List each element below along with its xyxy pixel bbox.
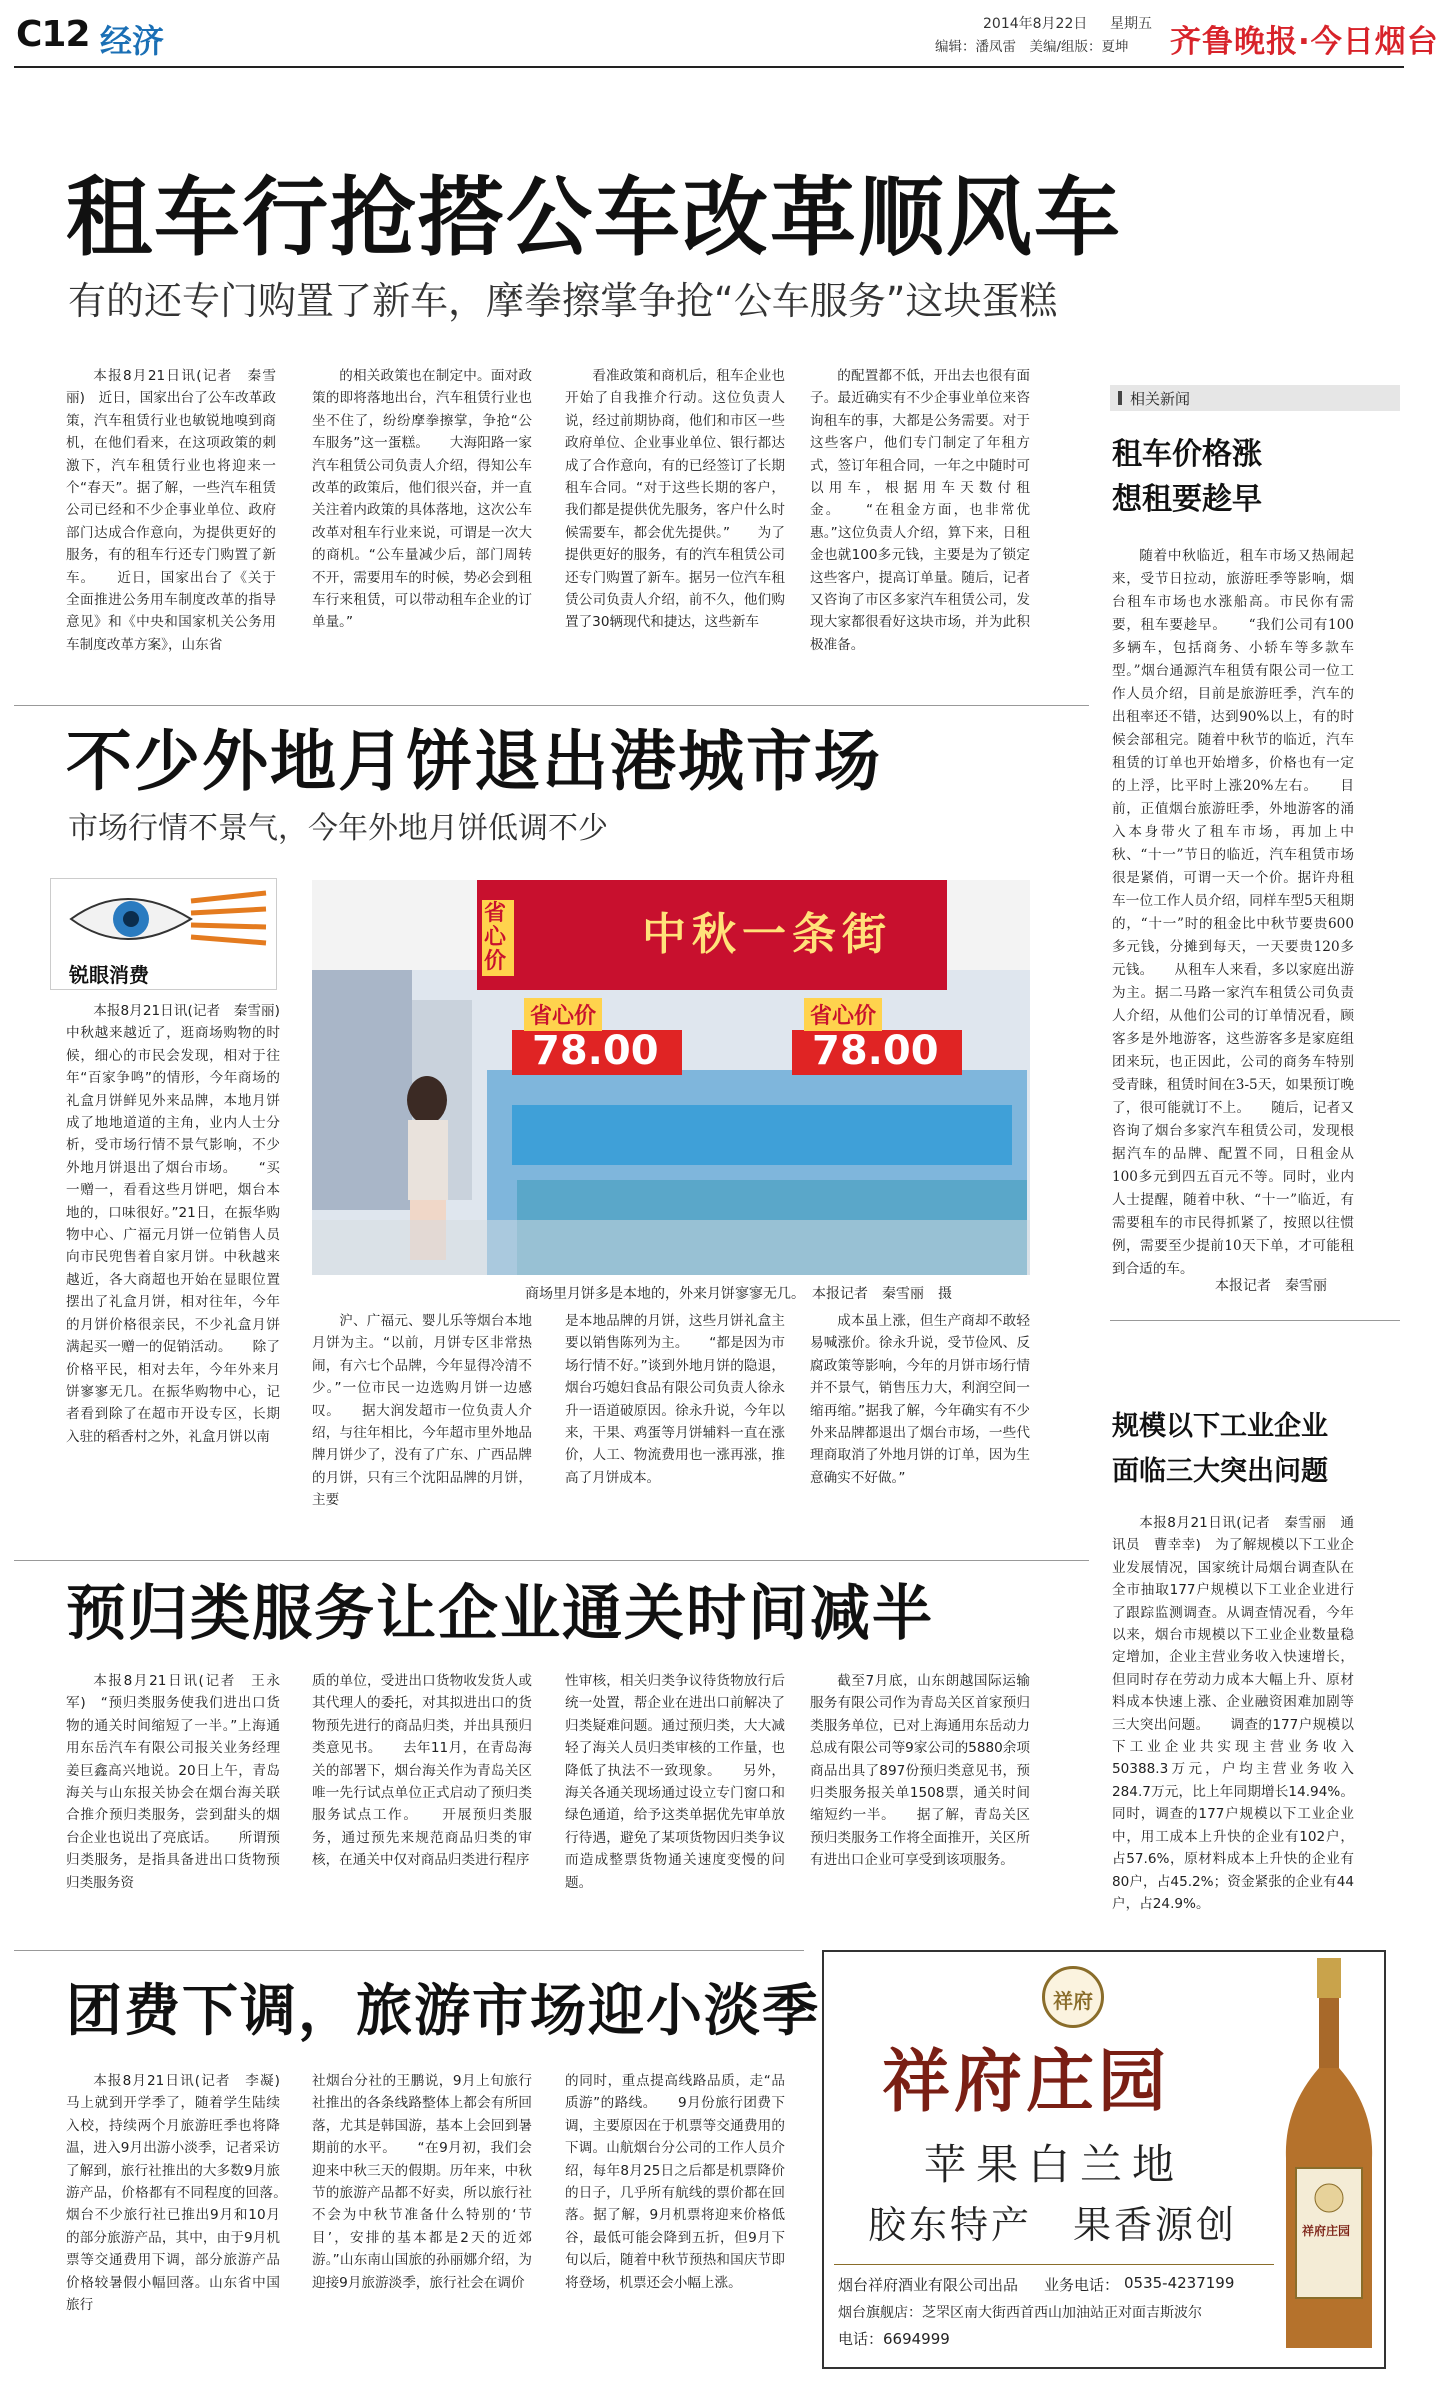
related-news-tag [1110,385,1400,411]
section-name: 经济 [100,22,165,60]
photo-price-left: 78.00 [532,1028,659,1074]
article2-column-2: 沪、广福元、婴儿乐等烟台本地月饼为主。“以前，月饼专区非常热闹，有六七个品牌，今年显得冷清不少。”一位市民一边选购月饼一边感叹。 据大润发超市一位负责人介绍，与往年相比，今年超市里外地品牌月饼少了，没有了广东、广西品牌的月饼，只有三个沈阳品牌的月饼，主要 [312,1313,532,1509]
column-tag-label: 锐眼消费 [69,963,149,987]
ad-phone: 0535-4237199 [1124,2274,1235,2292]
article2-headline: 不少外地月饼退出港城市场 [66,723,882,800]
header-rule [14,66,1404,68]
article1-column-2: 的相关政策也在制定中。面对政策的即将落地出台，汽车租赁行业也坐不住了，纷纷摩拳擦掌，争抢“公车服务”这一蛋糕。 大海阳路一家汽车租赁公司负责人介绍，得知公车改革的政策后，他们很兴奋，并一直关注着内政策的具体落地，这次公车改革对租车行业来说，可谓是一次大的商机。“公车量减少后，部门周转不开，需要用车的时候，势必会到租车行来租赁，可以带动租车企业的订单量。” [312,368,532,631]
article3-column-1: 本报8月21日讯(记者 王永军) “预归类服务使我们进出口货物的通关时间缩短了一半。”上海通用东岳汽车有限公司报关业务经理姜巨鑫高兴地说。20日上午，青岛海关与山东报关协会在烟台海关联合推介预归类服务，尝到甜头的烟台企业也说出了亮底话。 所谓预归类服务，是指具备进出口货物预归类服务资 [66,1673,280,1891]
article4-column-3: 的同时，重点提高线路品质，走“品质游”的路线。 9月份旅行团费下调，主要原因在于机票等交通费用的下调。山航烟台分公司的工作人员介绍，每年8月25日之后都是机票降价的日子，几乎所有航线的票价都在回落。据了解，9月机票将迎来价格低谷，最低可能会降到五折，但9月下旬以后，随着中秋节预热和国庆节即将登场，机票还会小幅上涨。 [565,2073,785,2291]
photo-price-label-right: 省心价 [804,998,882,1031]
article2-subheadline: 市场行情不景气，今年外地月饼低调不少 [68,811,608,846]
ad-company: 烟台祥府酒业有限公司出品 [838,2276,1019,2294]
article3-column-3: 性审核，相关归类争议待货物放行后统一处置，帮企业在进出口前解决了归类疑难问题。通过预归类，大大减轻了海关人员归类审核的工作量，也降低了执法不一致现象。 另外，海关各通关现场通过设立专门窗口和绿色通道，给予这类单据优先审单放行待遇，避免了某项货物因归类争议而造成整票货物通关速度变慢的问题。 [565,1673,785,1891]
photo-banner-text: 中秋一条街 [642,909,892,960]
sidebar1-body: 随着中秋临近，租车市场又热闹起来，受节日拉动，旅游旺季等影响，烟台租车市场也水涨船高。市民你有需要，租车要趁早。 “我们公司有100多辆车，包括商务、小轿车等多款车型。”烟台通源汽车租赁有限公司一位工作人员介绍，目前是旅游旺季，汽车的出租率还不错，达到90%以上，有的时候会部租完。随着中秋节的临近，汽车租赁的订单也开始增多，价格也有一定的上浮，比平时上涨20%左右。 目前，正值烟台旅游旺季，外地游客的涌入本身带火了租车市场，再加上中秋、“十一”节日的临近，汽车租赁市场很是紧俏，可谓一天一个价。据许舟租车一位工作人员介绍，同样车型5天租期的，“十一”时的租金比中秋节要贵600多元钱，分摊到每天，一天要贵120多元钱。 从租车人来看，多以家庭出游为主。据二马路一家汽车租赁公司负责人介绍，从他们公司的订单情况看，顾客多是外地游客，这些游客多是家庭组团来玩，也正因此，公司的商务车特别受青睐，租赁时间在3-5天，如果预订晚了，很可能就订不上。 随后，记者又咨询了烟台多家汽车租赁公司，发现根据汽车的品牌、配置不同，日租金从100多元到四五百元不等。同时，业内人士提醒，随着中秋、“十一”临近，有需要租车的市民得抓紧了，按照以往惯例，需要至少提前10天下单，才可能租到合适的车。 [1112,548,1354,1277]
bottle-label-text: 祥府庄园 [1302,2224,1351,2238]
photo-price-label-top: 省心价 [482,900,514,976]
issue-date: 2014年8月22日 [983,16,1088,32]
article1-subheadline: 有的还专门购置了新车，摩拳擦掌争抢“公车服务”这块蛋糕 [68,279,1058,323]
article2-column-4: 成本虽上涨，但生产商却不敢轻易喊涨价。徐永升说，受节俭风、反腐政策等影响，今年的月饼市场行情并不景气，销售压力大，利润空间一缩再缩。”据我了解，今年确实有不少外来品牌都退出了烟台市场，一些代理商取消了外地月饼的订单，因为生意确实不好做。” [810,1313,1030,1486]
article1-column-1: 本报8月21日讯(记者 秦雪丽) 近日，国家出台了公车改革政策，汽车租赁行业也敏锐地嗅到商机，在他们看来，在这项政策的刺激下，汽车租赁行业也将迎来一个“春天”。据了解，一些汽车租赁公司已经和不少企事业单位、政府部门达成合作意向，为提供更好的服务，有的租车行还专门购置了新车。 近日，国家出台了《关于全面推进公务用车制度改革的指导意见》和《中央和国家机关公务用车制度改革方案》，山东省 [66,368,276,653]
article3-top-rule [14,1560,1089,1561]
article1-column-3: 看准政策和商机后，租车企业也开始了自我推介行动。这位负责人说，经过前期协商，他们和市区一些政府单位、企业事业单位、银行都达成了合作意向，有的已经签订了长期租车合同。“对于这些长期的客户，我们都是提供优先服务，客户什么时候需要车，都会优先提供。” 为了提供更好的服务，有的汽车租赁公司还专门购置了新车。据另一位汽车租赁公司负责人介绍，前不久，他们购置了30辆现代和捷达，这些新车 [565,368,785,631]
newspaper-logo: 齐鲁晚报·今日烟台 [1170,24,1439,60]
photo-price-label-left: 省心价 [524,998,602,1031]
article4-column-1: 本报8月21日讯(记者 李凝) 马上就到开学季了，随着学生陆续入校，持续两个月旅游旺季也将降温，进入9月出游小淡季，记者采访了解到，旅行社推出的大多数9月旅游产品，价格都有不同程度的回落。 烟台不少旅行社已推出9月和10月的部分旅游产品，其中，由于9月机票等交通费用下调，部分旅游产品价格较暑假小幅回落。山东省中国旅行 [66,2073,308,2314]
article3-column-4: 截至7月底，山东朗越国际运输服务有限公司作为青岛关区首家预归类服务单位，已对上海通用东岳动力总成有限公司等9家公司的5880余项商品出具了897份预归类意见书，预归类服务报关单1508票，通关时间缩短约一半。 据了解，青岛关区预归类服务工作将全面推开，关区所有进出口企业可享受到该项服务。 [810,1673,1030,1869]
article1-headline: 租车行抢搭公车改革顺风车 [66,168,1122,268]
ad-divider [834,2264,1274,2265]
article4-column-2: 社烟台分社的王鹏说，9月上旬旅行社推出的各条线路整体上都会有所回落，尤其是韩国游，基本上会回到暑期前的水平。 “在9月初，我们会迎来中秋三天的假期。历年来，中秋节的旅游产品都不好卖，所以旅行社不会为中秋节准备什么特别的‘节目’，安排的基本都是2天的近郊游。”山东南山国旅的孙丽娜介绍，为迎接9月旅游淡季，旅行社会在调价 [312,2073,532,2291]
sidebar2-title-1: 规模以下工业企业 [1112,1411,1328,1442]
sidebar2-body: 本报8月21日讯(记者 秦雪丽 通讯员 曹幸幸) 为了解规模以下工业企业发展情况，国家统计局烟台调查队在全市抽取177户规模以下工业企业进行了跟踪监测调查。从调查情况看，今年以来，烟台市规模以下工业企业数量稳定增加，企业主营业务收入快速增长，但同时存在劳动力成本大幅上升、原材料成本快速上涨、企业融资困难加剧等三大突出问题。 调查的177户规模以下工业企业共实现主营业务收入50388.3万元，户均主营业务收入284.7万元，比上年同期增长14.94%。同时，调查的177户规模以下工业企业中，用工成本上升快的企业有102户，占57.6%，原材料成本上升快的企业有80户，占45.2%；资金紧张的企业有44户，占24.9%。 [1112,1515,1354,1912]
article2-top-rule [14,705,1089,706]
brandy-advertisement [822,1950,1386,2369]
ad-product-name: 苹果白兰地 [924,2140,1185,2189]
ad-slogan: 胶东特产 果香源创 [868,2203,1238,2247]
sidebar1-byline: 本报记者 秦雪丽 [1215,1278,1327,1294]
eye-icon [51,879,276,959]
article2-column-3: 是本地品牌的月饼，这些月饼礼盒主要以销售陈列为主。 “都是因为市场行情不好。”谈到外地月饼的隐退，烟台巧媳妇食品有限公司负责人徐永升一语道破原因。徐永升说，今年以来，干果、鸡蛋等月饼辅料一直在涨价，人工、物流费用也一涨再涨，推高了月饼成本。 [565,1313,785,1486]
sharp-eye-column-badge [50,878,277,990]
brandy-bottle-icon [1274,1958,1384,2358]
article3-column-2: 质的单位，受进出口货物收发货人或其代理人的委托，对其拟进出口的货物预先进行的商品归类，并出具预归类意见书。 去年11月，在青岛海关的部署下，烟台海关作为青岛关区唯一先行试点单位正式启动了预归类服务试点工作。 开展预归类服务，通过预先来规范商品归类的审核，在通关中仅对商品归类进行程序 [312,1673,532,1869]
ad-store-address: 烟台旗舰店：芝罘区南大街西首西山加油站正对面吉斯波尔 [838,2305,1202,2321]
sidebar1-title-2: 想租要趁早 [1112,482,1262,517]
page-header [0,0,1439,75]
article1-column-4: 的配置都不低，开出去也很有面子。最近确实有不少企事业单位来咨询租车的事，大都是公务需要。对于这些客户，他们专门制定了年租方式，签订年租合同，一年之中随时可以用车，根据用车天数付租金。 “在租金方面，也非常优惠。”这位负责人介绍，算下来，日租金也就100多元钱，主要是为了锁定这些客户，提高订单量。随后，记者又咨询了市区多家汽车租赁公司，发现大家都很看好这块市场，并为此积极准备。 [810,368,1030,653]
sidebar2-title-2: 面临三大突出问题 [1112,1456,1328,1487]
ad-store-phone: 电话：6694999 [838,2330,950,2348]
related-news-label: 相关新闻 [1130,390,1191,408]
photo-price-right: 78.00 [812,1028,939,1074]
sidebar1-title-1: 租车价格涨 [1112,437,1262,472]
article3-headline: 预归类服务让企业通关时间减半 [66,1579,934,1649]
sidebar1-rule [1110,1320,1400,1321]
article2-column-1: 本报8月21日讯(记者 秦雪丽) 中秋越来越近了，逛商场购物的时候，细心的市民会发现，相对于往年“百家争鸣”的情形，今年商场的礼盒月饼鲜见外来品牌，本地月饼成了地地道道的主角，业内人士分析，受市场行情不景气影响，不少外地月饼退出了烟台市场。 “买一赠一，看看这些月饼吧，烟台本地的，口味很好。”21日，在振华购物中心、广福元月饼一位销售人员向市民兜售着自家月饼。中秋越来越近，各大商超也开始在显眼位置摆出了礼盒月饼，相对往年，今年的月饼价格很亲民，不少礼盒月饼满起买一赠一的促销活动。 除了价格平民，相对去年，今年外来月饼寥寥无几。在振华购物中心，记者看到除了在超市开设专区，长期入驻的稻香村之外，礼盒月饼以南 [66,1003,294,1445]
issue-weekday: 星期五 [1110,16,1152,32]
editor-credits: 编辑：潘凤雷 美编/组版：夏坤 [935,39,1129,55]
ad-brand-name: 祥府庄园 [882,2042,1171,2122]
article4-top-rule [14,1950,804,1951]
mooncake-photo [312,880,1030,1275]
article4-headline: 团费下调，旅游市场迎小淡季 [66,1979,820,2044]
ad-logo-text: 祥府 [1053,1989,1093,2013]
photo-caption: 商场里月饼多是本地的，外来月饼寥寥无几。 本报记者 秦雪丽 摄 [525,1286,952,1302]
page-number: C12 [16,14,90,55]
ad-phone-label: 业务电话： [1044,2276,1120,2294]
ad-logo-seal [1042,1966,1104,2028]
